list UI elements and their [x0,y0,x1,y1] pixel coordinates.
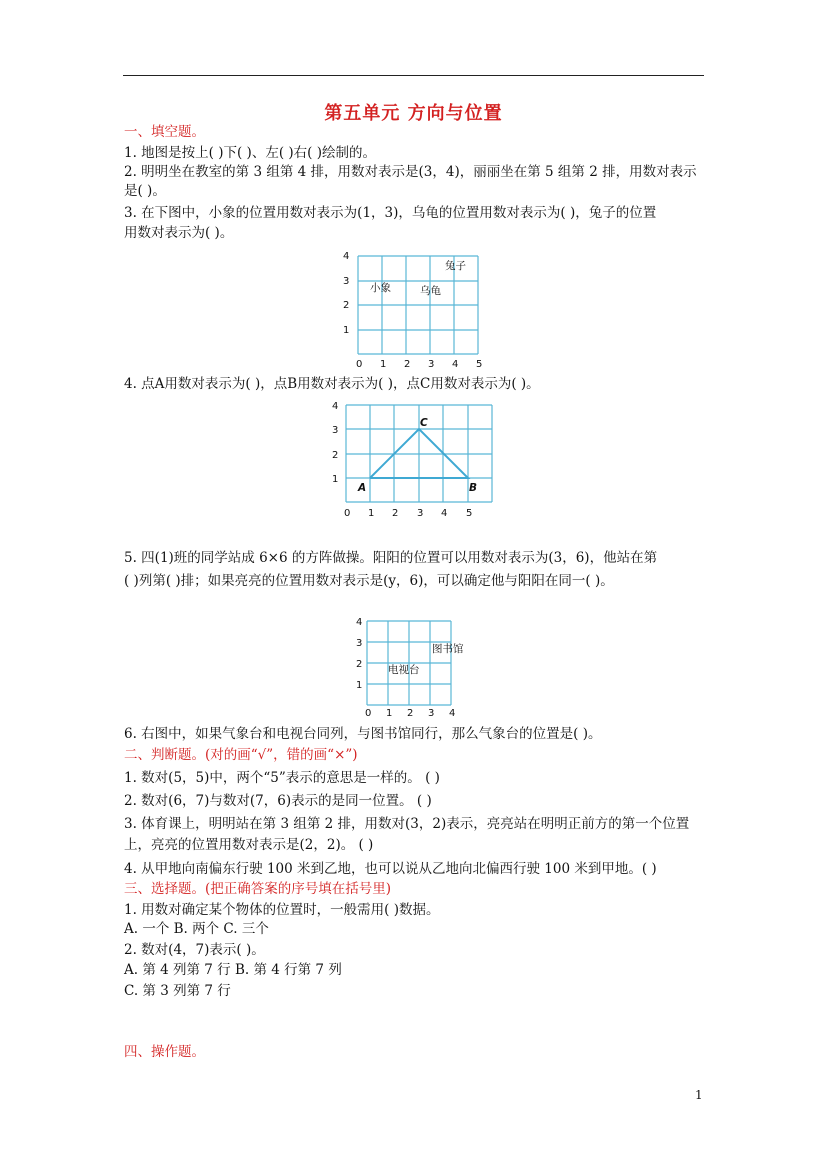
question-2-line2: 是( )。 [124,183,166,199]
x-tick: 1 [380,359,387,370]
y-tick: 3 [356,638,363,649]
y-tick: 4 [332,401,339,412]
x-tick: 1 [386,708,393,717]
x-tick: 3 [428,359,435,370]
rabbit-label: 兔子 [445,260,466,272]
x-tick: 4 [449,708,456,717]
judge-2: 2. 数对(6，7)与数对(7，6)表示的是同一位置。 ( ) [124,793,432,809]
y-tick: 1 [332,474,339,485]
x-tick: 2 [392,508,399,519]
x-tick: 2 [407,708,414,717]
choice-2-options-c: C. 第 3 列第 7 行 [124,983,231,999]
question-4: 4. 点A用数对表示为( )，点B用数对表示为( )，点C用数对表示为( )。 [124,376,540,392]
tv-station-label: 电视台 [388,664,420,676]
point-c-label: C [420,417,428,429]
y-tick: 4 [343,251,350,262]
x-tick: 5 [466,508,473,519]
y-tick: 3 [343,276,350,287]
section-operation: 四、操作题。 [124,1044,205,1060]
point-b-label: B [469,482,478,494]
y-tick: 2 [332,450,339,461]
x-tick: 3 [417,508,424,519]
page-number: 1 [695,1088,703,1102]
section-choice: 三、选择题。(把正确答案的序号填在括号里) [124,881,392,897]
question-3-line1: 3. 在下图中，小象的位置用数对表示为(1，3)，乌龟的位置用数对表示为( )，兔子的位置 [124,205,657,221]
section-judge: 二、判断题。(对的画“√”，错的画“×”) [124,747,358,763]
library-label: 图书馆 [432,643,464,655]
choice-1: 1. 用数对确定某个物体的位置时，一般需用( )数据。 [124,902,440,918]
question-5-line2: ( )列第( )排；如果亮亮的位置用数对表示是(y，6)，可以确定他与阳阳在同一( )。 [124,573,614,589]
figure-animal-grid [336,248,496,370]
turtle-label: 乌龟 [420,285,441,297]
judge-3-line2: 上，亮亮的位置用数对表示是(2，2)。 ( ) [124,837,374,853]
section-fill-blank: 一、填空题。 [124,124,205,140]
judge-4: 4. 从甲地向南偏东行驶 100 米到乙地，也可以说从乙地向北偏西行驶 100 米到甲地。( ) [124,861,657,877]
page-title: 第五单元 方向与位置 [324,103,503,124]
x-tick: 2 [404,359,411,370]
point-a-label: A [358,482,367,494]
y-tick: 2 [356,659,363,670]
question-2-line1: 2. 明明坐在教室的第 3 组第 4 排，用数对表示是(3，4)，丽丽坐在第 5 组第 2 排，用数对表示 [124,164,697,180]
question-5-line1: 5. 四(1)班的同学站成 6×6 的方阵做操。阳阳的位置可以用数对表示为(3，6)，他站在第 [124,550,658,566]
x-tick: 0 [344,508,351,519]
question-1: 1. 地图是按上( )下( )、左( )右( )绘制的。 [124,145,376,161]
x-tick: 0 [365,708,372,717]
figure-triangle-grid [326,398,496,523]
x-tick: 4 [441,508,448,519]
top-rule [123,75,704,76]
x-tick: 5 [476,359,483,370]
question-6: 6. 右图中，如果气象台和电视台同列，与图书馆同行，那么气象台的位置是( )。 [124,726,602,742]
choice-1-options: A. 一个 B. 两个 C. 三个 [124,921,269,937]
y-tick: 1 [356,680,363,691]
choice-2-options: A. 第 4 列第 7 行 B. 第 4 行第 7 列 [124,962,342,978]
elephant-label: 小象 [370,282,391,294]
y-tick: 1 [343,325,350,336]
x-tick: 4 [452,359,459,370]
x-tick: 3 [428,708,435,717]
y-tick: 4 [356,617,363,628]
x-tick: 0 [356,359,363,370]
judge-1: 1. 数对(5，5)中，两个“5”表示的意思是一样的。 ( ) [124,770,440,786]
question-3-line2: 用数对表示为( )。 [124,225,234,241]
x-tick: 1 [368,508,375,519]
y-tick: 2 [343,300,350,311]
y-tick: 3 [332,425,339,436]
figure-building-grid [350,615,480,717]
choice-2: 2. 数对(4，7)表示( )。 [124,942,265,958]
judge-3-line1: 3. 体育课上，明明站在第 3 组第 2 排，用数对(3，2)表示，亮亮站在明明正前方的第一个位置 [124,816,690,832]
